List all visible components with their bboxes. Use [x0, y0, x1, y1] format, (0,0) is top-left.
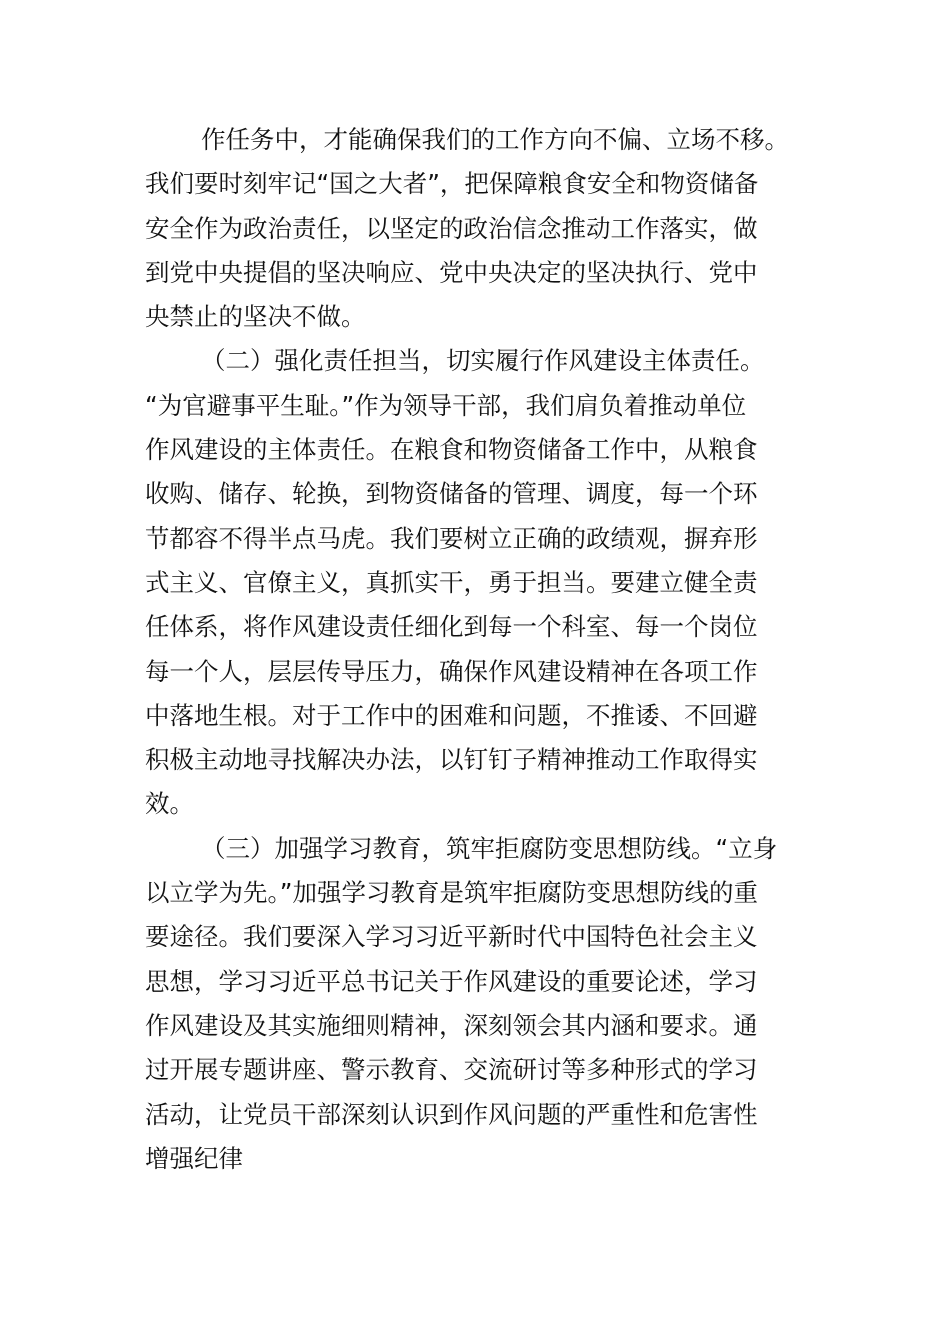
text-line: 节都容不得半点马虎。我们要树立正确的政绩观，摒弃形 [145, 523, 758, 553]
text-line: 中落地生根。对于工作中的困难和问题，不推诿、不回避 [145, 700, 758, 730]
text-line: 作风建设及其实施细则精神，深刻领会其内涵和要求。通 [145, 1010, 758, 1040]
text-line: “为官避事平生耻。”作为领导干部，我们肩负着推动单位 [145, 390, 747, 420]
text-line: 央禁止的坚决不做。 [145, 302, 366, 332]
text-line: 以立学为先。”加强学习教育是筑牢拒腐防变思想防线的重 [145, 878, 758, 908]
text-line: 积极主动地寻找解决办法，以钉钉子精神推动工作取得实 [145, 745, 758, 775]
text-line: 到党中央提倡的坚决响应、党中央决定的坚决执行、党中 [145, 257, 758, 287]
text-line: 效。 [145, 789, 194, 819]
text-line: 我们要时刻牢记“国之大者”，把保障粮食安全和物资储备 [145, 169, 759, 199]
text-line: 作任务中，才能确保我们的工作方向不偏、立场不移。 [201, 125, 789, 154]
section-heading-three: （三）加强学习教育，筑牢拒腐防变思想防线。“立身 [201, 833, 778, 863]
text-line: 增强纪律 [145, 1143, 243, 1173]
text-line: 过开展专题讲座、警示教育、交流研讨等多种形式的学习 [145, 1055, 758, 1085]
section-heading-two: （二）强化责任担当，切实履行作风建设主体责任。 [201, 346, 765, 376]
text-line: 作风建设的主体责任。在粮食和物资储备工作中，从粮食 [145, 435, 758, 465]
text-line: 每一个人，层层传导压力，确保作风建设精神在各项工作 [145, 656, 758, 686]
text-line: 思想，学习习近平总书记关于作风建设的重要论述，学习 [145, 966, 758, 996]
text-line: 任体系，将作风建设责任细化到每一个科室、每一个岗位 [145, 612, 758, 642]
text-line: 式主义、官僚主义，真抓实干，勇于担当。要建立健全责 [145, 567, 758, 597]
text-line: 收购、储存、轮换，到物资储备的管理、调度，每一个环 [145, 479, 758, 509]
text-line: 安全作为政治责任，以坚定的政治信念推动工作落实，做 [145, 213, 758, 243]
document-body [145, 118, 815, 1181]
text-line: 活动，让党员干部深刻认识到作风问题的严重性和危害性 [145, 1099, 758, 1129]
text-line: 要途径。我们要深入学习习近平新时代中国特色社会主义 [145, 922, 758, 952]
